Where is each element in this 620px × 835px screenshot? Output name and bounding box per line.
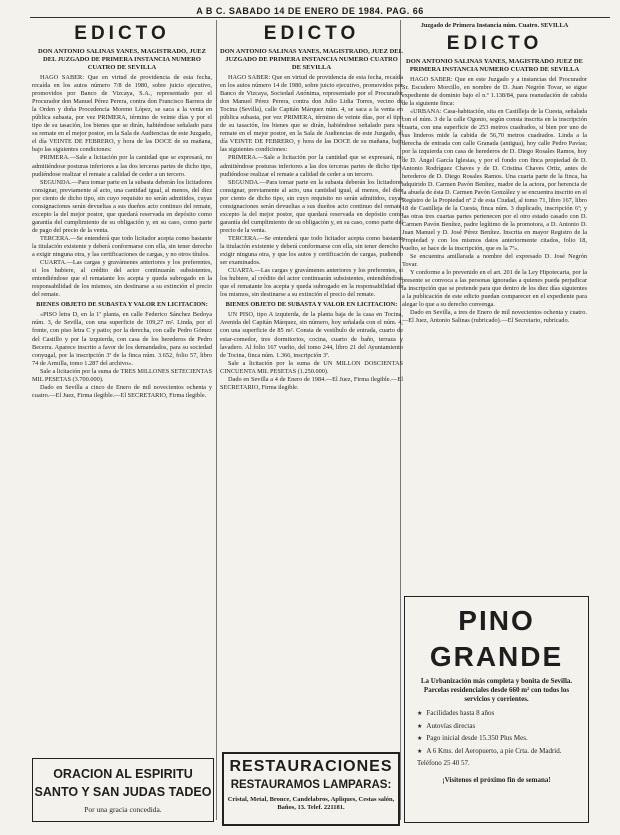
bullet-star-icon: ★	[417, 748, 423, 755]
paragraph: TERCERA.—Se entenderá que todo licitador acepta como bastante la titulación existente y deberá conformarse con ella, sin tener derecho a exigir ninguna otra, y las certificaciones de cargas, y no otros títulos.	[32, 234, 212, 259]
paragraph: «PISO letra D, en la 1ª planta, en calle Federico Sánchez Bedoya núm. 3, de Sevilla, con una superficie de 109,27 m². Linda, por el frente, con piso letra C y patio; por la derecha, con calle Pedro Gómez del Castillo y por la izquierda, con casa de los herederos de Pedro Becerra. Aparece inscrito a favor de los demandados, para su sociedad conyugal, por la inscripción 3ª de la finca núm. 3.652, folio 57, libro 74 de Armilla, tomo 1.287 del archivo».	[32, 311, 212, 367]
oracion-subtitle: Por una gracia concedida.	[84, 805, 162, 814]
paragraph: Sale a licitación por la suma de TRES MILLONES SETECIENTAS MIL PESETAS (3.700.000).	[32, 367, 212, 383]
edicto-subtitle-3: DON ANTONIO SALINAS YANES, MAGISTRADO JUEZ DE PRIMERA INSTANCIA NUMERO CUATRO DE SEVILLA	[406, 58, 583, 74]
paragraph: SEGUNDA.—Para tomar parte en la subasta deberán los licitadores consignar, previamente al acto, una cantidad igual, al menos, del diez por ciento de dicho tipo, sin cuyo requisito no serán admitidos, cuyas consignaciones serán devueltas a sus dueños acto continuo del remate, excepto la del mejor postor, que quedará reservada en depósito como garantía del cumplimiento de su obligación y, en su caso, como parte de pago del precio de la venta.	[32, 178, 212, 234]
restauraciones-subtitle: RESTAURAMOS LAMPARAS:	[230, 779, 392, 791]
list-item: ★ Facilidades hasta 8 años	[417, 709, 495, 717]
pino-grande-ad	[404, 596, 589, 823]
paragraph: CUARTA.—Las cargas y gravámenes anteriores y los preferentes, si los hubiere, al crédito del actor continuarán subsistentes, entendiéndose que el rematante los acepta y queda subrogado en la responsabilidad de los mismos, sin destinarse a su extinción el precio del remate.	[32, 259, 212, 299]
paragraph: Dado en Sevilla, a tres de Enero de mil novecientos ochenta y cuatro.—El Juez, Antonio Salinas (rubricado).—El Secretario, rubricado.	[402, 309, 587, 325]
bienes-title-2: BIENES OBJETO DE SUBASTA Y VALOR EN LICITACION:	[225, 301, 398, 309]
restauraciones-details: Cristal, Metal, Bronce, Candelabros, Apliques, Cestas salón, Baños, 13. Telef. 221181.	[227, 796, 395, 811]
bullet-star-icon: ★	[417, 711, 423, 717]
bullet-star-icon: ★	[417, 723, 423, 730]
page-header: A B C. SABADO 14 DE ENERO DE 1984. PAG. 66	[196, 6, 424, 16]
edicto-title-3: EDICTO	[446, 33, 543, 55]
paragraph: TERCERA.—Se entenderá que todo licitador acepta como bastante la titulación existente y deberá conformarse con ella, sin tener derecho a exigir ninguna otra, y que los autos y certificación de cargas, pudiendo ser examinados.	[220, 234, 403, 267]
edicto-column-3	[402, 20, 587, 602]
edicto-subtitle-1: DON ANTONIO SALINAS YANES, MAGISTRADO, JUEZ DEL JUZGADO DE PRIMERA INSTANCIA NUMERO CUATRO DE SEVILLA	[38, 48, 206, 71]
pino-grande-intro: La Urbanización más completa y bonita de Sevilla. Parcelas residenciales desde 660 m² con todos los servicios y corrientes.	[420, 677, 573, 703]
juzgado-preheader: Juzgado de Primera Instancia núm. Cuatro. SEVILLA	[420, 22, 569, 29]
list-item: ★ Pago inicial desde 15.350 Plus Mes.	[417, 734, 528, 742]
paragraph: UN PISO, tipo A izquierda, de la planta baja de la casa en Tocina, Avenida del Capitán Márquez, sin número, hoy señalada con el núm. 4, con una superficie de 85 m². Consta de vestíbulo de entrada, cuarto de estar-comedor, tres dormitorios, cocina, cuarto de baño, terraza y lavadero. Al folio 167 vuelto, del tomo 244, libro 21 del Ayuntamiento de Tocina, finca núm. 1.366, inscripción 3ª.	[220, 311, 403, 359]
edicto-column-1	[32, 20, 212, 720]
paragraph: PRIMERA.—Sale a licitación por la cantidad que se expresará, no admitiéndose posturas inferiores a las dos terceras partes de dicho tipo, pudiéndose realizar el remate a calidad de ceder a un tercero.	[32, 154, 212, 178]
pino-grande-features	[405, 708, 588, 770]
pino-grande-title: PINO GRANDE	[429, 605, 564, 672]
paragraph: Se encuentra amillarada a nombre del expresado D. José Negrón Tovar.	[402, 253, 587, 269]
bullet-star-icon: ★	[417, 736, 423, 742]
restauraciones-title: RESTAURACIONES	[229, 758, 393, 775]
paragraph: SEGUNDA.—Para tomar parte en la subasta deberán los licitadores consignar, previamente al acto, una cantidad igual, al menos, del diez por ciento de dicho tipo, sin cuyo requisito no serán admitidos, cuyas consignaciones serán devueltas a sus dueños acto continuo del remate, excepto la del mejor postor, que quedará reservada en depósito como garantía del cumplimiento de su obligación y, en su caso, como parte del precio de la venta.	[220, 178, 403, 234]
paragraph: «URBANA: Casa-habitación, sita en Castilleja de la Cuesta, señalada con el núm. 3 de la calle Ogonio, según consta inscrita en la inscripción cuarta, con una superficie de 253 metros cuadrados, si bien por uno de sus linderos mide la cabida de 56,70 metros cuadrados. Linda a la derecha de entrada con calle Granada (antigua), hoy calle Pedro Pavías; por la izquierda con casa de herederos de D. Diego Rosales Ramos, hoy de D. Ángel García Iglesias, y por el fondo con finca propiedad de D. Antonio Rodríguez Chaves y de D. Cristina Chaves Ortiz, antes de herederos de D. Diego Rosales Ramos. Una cuarta parte de la finca, ha adquirido D. Carmen Pavón Benítez, madre de la actora, por herencia de la abuela de ésta D. Carmen Pavón González y se encuentra inscrito en el Registro de la Propiedad nº 2 de esta Ciudad, al tomo 71, libro 167, libro 18 de Castilleja de la Cuesta, finca núm. 3 duplicado, inscripción 6ª; y las otras tres cuartas partes pertenecen por el otro estado casado con D. Carmen Pavón Benítez, padre legítimo de la promotora, a D. Antonio D. Juan Manuel y D. José Pérez Benítez. Inscrita en mayor Registro de la Propiedad y con los mismos datos anteriormente citados, folio 18, vuelto, se hace de la inscripción, que es la 7ª».	[402, 108, 587, 253]
paragraph: HAGO SABER: Que en este Juzgado y a instancias del Procurador Sr. Escudero Morcillo, en nombre de D. Juan Negrón Tovar, se sigue expediente de dominio bajo el n.º 1.138/84, para reanudación de cabida de la siguiente finca:	[402, 76, 587, 108]
column-divider-1	[216, 20, 217, 820]
header-rule	[30, 17, 610, 18]
paragraph: Y conforme a lo prevenido en el art. 201 de la Ley Hipotecaria, por la presente se convoca a las personas ignoradas a quienes pueda perjudicar la inscripción que se pretende para que dentro de los diez días siguientes a la publicación de este edicto puedan comparecer en el expediente para alegar lo que a su derecho convenga.	[402, 269, 587, 309]
edicto-subtitle-2: DON ANTONIO SALINAS YANES, MAGISTRADO, JUEZ DEL JUZGADO DE PRIMERA INSTANCIA NUMERO CUATRO DE SEVILLA	[220, 48, 403, 71]
edicto-column-2	[220, 20, 403, 660]
edicto-title-2: EDICTO	[263, 23, 360, 44]
paragraph: HAGO SABER: Que en virtud de providencia de esta fecha, recaída en los autos número 7/8 de 1980, sobre juicio ejecutivo, promovidos por Banco de Vizcaya, S.A., representado por el Procurador don Manuel Pérez Perera, contra don Francisco Barrera de la Orden y doña Procedencia Moreno López, se saca a la venta en pública subasta, por vez PRIMERA, término de veinte días y por el tipo de su tasación, los bienes que se dirán, habiéndose señalado para su remate en el mejor postor, en la Sala de Audiencias de este Juzgado, el día VEINTE DE FEBRERO, y hora de las DOCE de su mañana, bajo las siguientes condiciones:	[32, 74, 212, 154]
restauraciones-ad	[222, 752, 400, 826]
paragraph: HAGO SABER: Que en virtud de providencia de esta fecha, recaída en los autos número 14 de 1980, sobre juicio ejecutivo, promovidos por Banco de Vizcaya, Sociedad Anónima, representado por el Procurador don Manuel Pérez Perera, contra don Julio Lidia Torres, vecino de Tocina (Sevilla), calle Capitán Márquez núm. 4, se saca a la venta en pública subasta, por vez PRIMERA, término de veinte días, por el tipo de su tasación, los bienes que se dirán, habiéndose señalado para su remate en el mejor postor, en la Sala de Audiencias de este Juzgado, el día VEINTE DE FEBRERO, y hora de las DOCE de su mañana, bajo las siguientes condiciones:	[220, 74, 403, 154]
list-item: ★ Autovías directas	[417, 721, 476, 730]
pino-grande-footer: ¡Visítenos el próximo fin de semana!	[442, 775, 551, 784]
paragraph: Dado en Sevilla a 4 de Enero de 1984.—El Juez, Firma ilegible.—El SECRETARIO, Firma ilegible.	[220, 375, 403, 391]
paragraph: Dado en Sevilla a cinco de Enero de mil novecientos ochenta y cuatro.—El Juez, Firma ilegible.—El SECRETARIO, Firma ilegible.	[32, 383, 212, 399]
oracion-title: ORACION AL ESPIRITU SANTO Y SAN JUDAS TADEO	[34, 767, 212, 799]
paragraph: Sale a licitación por la suma de UN MILLON DOSCIENTAS CINCUENTA MIL PESETAS (1.250.000).	[220, 359, 403, 375]
paragraph: PRIMERA.—Sale a licitación por la cantidad que se expresará, no admitiéndose posturas inferiores a las dos terceras partes de dicho tipo, pudiéndose realizar el remate a calidad de ceder a un tercero.	[220, 154, 403, 178]
oracion-ad	[32, 758, 214, 822]
list-item: ★ A 6 Kms. del Aeropuerto, a pie Crta. de Madrid. Teléfono 25 40 57.	[417, 746, 562, 767]
edicto-title-1: EDICTO	[74, 23, 170, 44]
paragraph: CUARTA.—Las cargas y gravámenes anteriores y los preferentes, si los hubiere, al crédito del actor continuarán subsistentes, entendiéndose que el rematante los acepta y queda subrogado en la responsabilidad de los mismos, sin destinarse a su extinción el precio del remate.	[220, 267, 403, 299]
bienes-title-1: BIENES OBJETO DE SUBASTA Y VALOR EN LICITACION:	[36, 301, 208, 309]
